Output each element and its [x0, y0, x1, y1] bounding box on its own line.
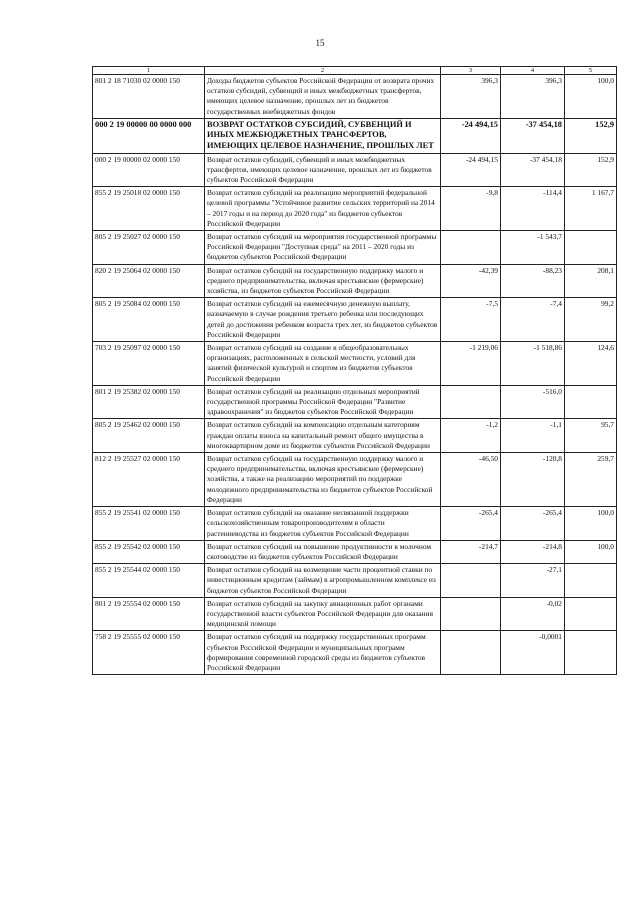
- row-fact-value: -120,8: [501, 453, 565, 507]
- row-percent-value: 152,9: [565, 118, 617, 153]
- row-percent-value: [565, 597, 617, 631]
- row-name: Возврат остатков субсидий на повышение продуктивности в молочном скотоводстве из бюджетов субъектов Российской Федерации: [205, 540, 441, 563]
- row-code: 801 2 19 25382 02 0000 150: [93, 385, 205, 419]
- row-name: Возврат остатков субсидий на оказание несвязанной поддержки сельскохозяйственным товаропроизводителям в области растениеводства из бюджетов субъектов Российской Федерации: [205, 507, 441, 541]
- row-plan-value: [441, 564, 501, 598]
- row-name: Возврат остатков субсидий на закупку авиационных работ органами государственной власти субъектов Российской Федерации для оказания медицинской помощи: [205, 597, 441, 631]
- page-number: 15: [315, 38, 325, 48]
- table-row: [93, 75, 617, 119]
- row-percent-value: 100,0: [565, 540, 617, 563]
- row-percent-value: 95,7: [565, 419, 617, 453]
- row-fact-value: -114,4: [501, 187, 565, 231]
- budget-table: [92, 66, 617, 675]
- row-code: 801 2 18 71030 02 0000 150: [93, 75, 205, 119]
- row-code: 801 2 19 25554 02 0000 150: [93, 597, 205, 631]
- table-row: [93, 298, 617, 342]
- row-fact-value: -37 454,18: [501, 153, 565, 187]
- row-name: Доходы бюджетов субъектов Российской Федерации от возврата прочих остатков субсидий, субвенций и иных межбюджетных трансфертов, имеющих целевое назначение, прошлых лет из бюджетов государственных внебюджетных фондов: [205, 75, 441, 119]
- table-row: [93, 264, 617, 298]
- table-row: [93, 153, 617, 187]
- row-fact-value: -1 543,7: [501, 231, 565, 265]
- row-name: Возврат остатков субсидий на государственную поддержку малого и среднего предпринимательства, включая крестьянские (фермерские) хозяйства, из бюджетов субъектов Российской Федерации: [205, 264, 441, 298]
- row-plan-value: -9,8: [441, 187, 501, 231]
- table-row: [93, 187, 617, 231]
- row-code: 855 2 19 25544 02 0000 150: [93, 564, 205, 598]
- row-name: Возврат остатков субсидий на поддержку государственных программ субъектов Российской Федерации и муниципальных программ формирования современной городской среды из бюджетов субъектов Российской Федерации: [205, 631, 441, 675]
- row-name: Возврат остатков субсидий на компенсацию отдельным категориям граждан оплаты взноса на капитальный ремонт общего имущества в многоквартирном доме из бюджетов субъектов Российской Федерации: [205, 419, 441, 453]
- row-fact-value: -0,02: [501, 597, 565, 631]
- row-code: 855 2 19 25541 02 0000 150: [93, 507, 205, 541]
- column-number: 3: [441, 67, 501, 75]
- table-row: [93, 631, 617, 675]
- table-row: [93, 118, 617, 153]
- row-percent-value: [565, 564, 617, 598]
- row-code: 703 2 19 25097 02 0000 150: [93, 342, 205, 386]
- row-name: Возврат остатков субсидий на реализацию отдельных мероприятий государственной программы Российской Федерации "Развитие здравоохранения" из бюджетов субъектов Российской Федерации: [205, 385, 441, 419]
- row-fact-value: -1 518,86: [501, 342, 565, 386]
- row-percent-value: 208,1: [565, 264, 617, 298]
- row-fact-value: -37 454,18: [501, 118, 565, 153]
- row-percent-value: 124,6: [565, 342, 617, 386]
- row-fact-value: -88,23: [501, 264, 565, 298]
- row-name: Возврат остатков субсидий на ежемесячную денежную выплату, назначаемую в случае рождения третьего ребенка или последующих детей до достижения ребенком возраста трех лет, из бюджетов субъектов Российской Федерации: [205, 298, 441, 342]
- row-code: 000 2 19 00000 02 0000 150: [93, 153, 205, 187]
- row-percent-value: 1 167,7: [565, 187, 617, 231]
- column-number: 2: [205, 67, 441, 75]
- row-code: 000 2 19 00000 00 0000 000: [93, 118, 205, 153]
- row-code: 758 2 19 25555 02 0000 150: [93, 631, 205, 675]
- row-percent-value: 99,2: [565, 298, 617, 342]
- row-fact-value: -1,1: [501, 419, 565, 453]
- row-plan-value: [441, 631, 501, 675]
- row-fact-value: 396,3: [501, 75, 565, 119]
- row-name: Возврат остатков субсидий, субвенций и иных межбюджетных трансфертов, имеющих целевое назначение, прошлых лет из бюджетов субъектов Российской Федерации: [205, 153, 441, 187]
- table-row: [93, 453, 617, 507]
- table-row: [93, 540, 617, 563]
- row-plan-value: -24 494,15: [441, 153, 501, 187]
- row-plan-value: -265,4: [441, 507, 501, 541]
- column-number: 4: [501, 67, 565, 75]
- column-number-row: [93, 67, 617, 75]
- table-body: [93, 67, 617, 675]
- row-code: 855 2 19 25018 02 0000 150: [93, 187, 205, 231]
- row-fact-value: -516,0: [501, 385, 565, 419]
- row-plan-value: -1 219,06: [441, 342, 501, 386]
- row-fact-value: -0,0001: [501, 631, 565, 675]
- row-name: Возврат остатков субсидий на возмещение части процентной ставки по инвестиционным кредитам (займам) в агропромышленном комплексе из бюджетов субъектов Российской Федерации: [205, 564, 441, 598]
- row-code: 805 2 19 25462 02 0000 150: [93, 419, 205, 453]
- table-row: [93, 564, 617, 598]
- table-row: [93, 507, 617, 541]
- table-row: [93, 597, 617, 631]
- row-percent-value: [565, 231, 617, 265]
- row-percent-value: 100,0: [565, 507, 617, 541]
- table-row: [93, 419, 617, 453]
- row-plan-value: -46,50: [441, 453, 501, 507]
- row-name: Возврат остатков субсидий на мероприятия государственной программы Российской Федерации "Доступная среда" на 2011 – 2020 годы из бюджетов субъектов Российской Федерации: [205, 231, 441, 265]
- row-plan-value: [441, 597, 501, 631]
- row-plan-value: -42,39: [441, 264, 501, 298]
- row-plan-value: 396,3: [441, 75, 501, 119]
- column-number: 1: [93, 67, 205, 75]
- row-plan-value: [441, 385, 501, 419]
- row-percent-value: 152,9: [565, 153, 617, 187]
- row-plan-value: -24 494,15: [441, 118, 501, 153]
- table-row: [93, 342, 617, 386]
- row-fact-value: -27,1: [501, 564, 565, 598]
- row-code: 855 2 19 25542 02 0000 150: [93, 540, 205, 563]
- row-code: 820 2 19 25064 02 0000 150: [93, 264, 205, 298]
- column-number: 5: [565, 67, 617, 75]
- row-fact-value: -7,4: [501, 298, 565, 342]
- row-plan-value: -7,5: [441, 298, 501, 342]
- table-row: [93, 385, 617, 419]
- row-name: ВОЗВРАТ ОСТАТКОВ СУБСИДИЙ, СУБВЕНЦИЙ И ИНЫХ МЕЖБЮДЖЕТНЫХ ТРАНСФЕРТОВ, ИМЕЮЩИХ ЦЕЛЕВОЕ НАЗНАЧЕНИЕ, ПРОШЛЫХ ЛЕТ: [205, 118, 441, 153]
- row-name: Возврат остатков субсидий на реализацию мероприятий федеральной целевой программы "Устойчивое развитие сельских территорий на 2014 – 2017 годы и на период до 2020 года" из бюджетов субъектов Российской Федерации: [205, 187, 441, 231]
- row-code: 805 2 19 25027 02 0000 150: [93, 231, 205, 265]
- row-code: 812 2 19 25527 02 0000 150: [93, 453, 205, 507]
- row-code: 805 2 19 25084 02 0000 150: [93, 298, 205, 342]
- row-fact-value: -214,8: [501, 540, 565, 563]
- row-name: Возврат остатков субсидий на государственную поддержку малого и среднего предпринимательства, включая крестьянские (фермерские) хозяйства, а также на реализацию мероприятий по поддержке молодежного предпринимательства из бюджетов субъектов Российской Федерации: [205, 453, 441, 507]
- row-percent-value: 100,0: [565, 75, 617, 119]
- row-plan-value: -214,7: [441, 540, 501, 563]
- row-plan-value: [441, 231, 501, 265]
- row-fact-value: -265,4: [501, 507, 565, 541]
- row-plan-value: -1,2: [441, 419, 501, 453]
- row-percent-value: [565, 631, 617, 675]
- table-row: [93, 231, 617, 265]
- row-name: Возврат остатков субсидий на создание в общеобразовательных организациях, расположенных в сельской местности, условий для занятий физической культурой и спортом из бюджетов субъектов Российской Федерации: [205, 342, 441, 386]
- row-percent-value: [565, 385, 617, 419]
- row-percent-value: 259,7: [565, 453, 617, 507]
